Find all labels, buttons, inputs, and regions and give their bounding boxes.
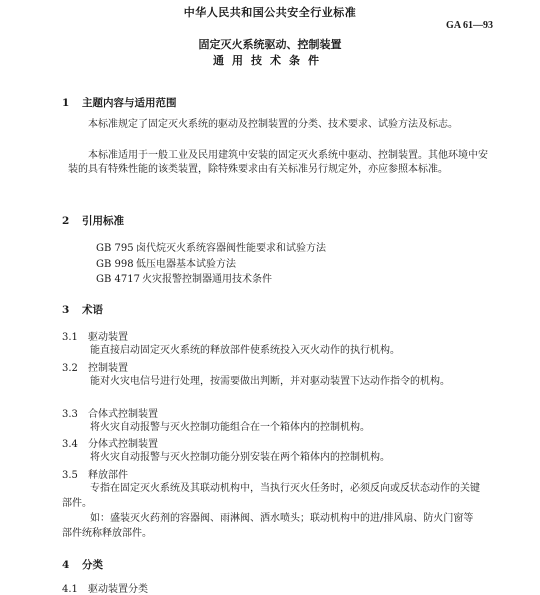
term-definition: 将火灾自动报警与灭火控制功能组合在一个箱体内的控制机构。 xyxy=(90,422,370,433)
reference-item xyxy=(96,255,236,270)
term-heading xyxy=(62,435,158,450)
section-1-heading xyxy=(62,95,177,110)
term-number: 3.2 xyxy=(62,363,78,374)
reference-item xyxy=(96,239,326,254)
term-name: 驱动装置 xyxy=(88,332,128,343)
section-title: 术语 xyxy=(82,304,103,316)
term-heading xyxy=(62,405,158,420)
term-note: 如：盛装灭火药剂的容器阀、雨淋阀、洒水喷头；联动机构中的进/排风扇、防火门窗等部件统称释放部件。 xyxy=(62,513,474,539)
subsection-number: 4.1 xyxy=(62,584,78,595)
document-subtitle: 通用技术条件 xyxy=(213,54,327,67)
term-name: 释放部件 xyxy=(88,470,128,481)
reference-code: GB 4717 xyxy=(96,274,140,285)
term-heading xyxy=(62,466,128,481)
term-heading xyxy=(62,328,128,343)
term-definition: 将火灾自动报警与灭火控制功能分别安装在两个箱体内的控制机构。 xyxy=(90,452,390,463)
reference-title: 卤代烷灭火系统容器阀性能要求和试验方法 xyxy=(136,243,326,254)
subsection-title: 驱动装置分类 xyxy=(88,584,148,595)
term-number: 3.5 xyxy=(62,470,78,481)
section-1-paragraph-2: 本标准适用于一般工业及民用建筑中安装的固定灭火系统中驱动、控制装置。其他环境中安装的具有特殊性能的该类装置，除特殊要求由有关标准另行规定外，亦应参照本标准。 xyxy=(68,150,488,175)
reference-item xyxy=(96,270,272,285)
term-heading xyxy=(62,359,128,374)
document-title: 固定灭火系统驱动、控制装置 xyxy=(198,38,342,51)
section-title: 引用标准 xyxy=(82,215,124,227)
section-title: 分类 xyxy=(82,559,103,571)
section-number: 4 xyxy=(62,559,70,571)
reference-title: 低压电器基本试验方法 xyxy=(136,259,236,270)
reference-code: GB 795 xyxy=(96,243,134,254)
standard-code: GA 61—93 xyxy=(446,20,493,31)
reference-code: GB 998 xyxy=(96,259,134,270)
section-title: 主题内容与适用范围 xyxy=(82,97,177,109)
term-number: 3.4 xyxy=(62,439,78,450)
section-2-heading xyxy=(62,213,124,228)
term-definition: 能直接启动固定灭火系统的释放部件使系统投入灭火动作的执行机构。 xyxy=(90,345,400,356)
term-definition: 能对火灾电信号进行处理，按需要做出判断，并对驱动装置下达动作指令的机构。 xyxy=(90,376,450,387)
term-number: 3.3 xyxy=(62,409,78,420)
reference-title: 火灾报警控制器通用技术条件 xyxy=(142,274,272,285)
standard-header-title: 中华人民共和国公共安全行业标准 xyxy=(183,6,357,19)
section-3-heading xyxy=(62,302,103,317)
term-definition: 专指在固定灭火系统及其联动机构中，当执行灭火任务时，必须反向或反状态动作的关键部件。 xyxy=(62,483,480,509)
term-number: 3.1 xyxy=(62,332,78,343)
section-number: 3 xyxy=(62,304,70,316)
subsection-heading xyxy=(62,580,148,595)
section-number: 2 xyxy=(62,215,70,227)
section-number: 1 xyxy=(62,97,70,109)
section-1-paragraph-1: 本标准规定了固定灭火系统的驱动及控制装置的分类、技术要求、试验方法及标志。 xyxy=(88,119,458,130)
term-name: 分体式控制装置 xyxy=(88,439,158,450)
term-name: 合体式控制装置 xyxy=(88,409,158,420)
section-4-heading xyxy=(62,557,103,572)
term-name: 控制装置 xyxy=(88,363,128,374)
